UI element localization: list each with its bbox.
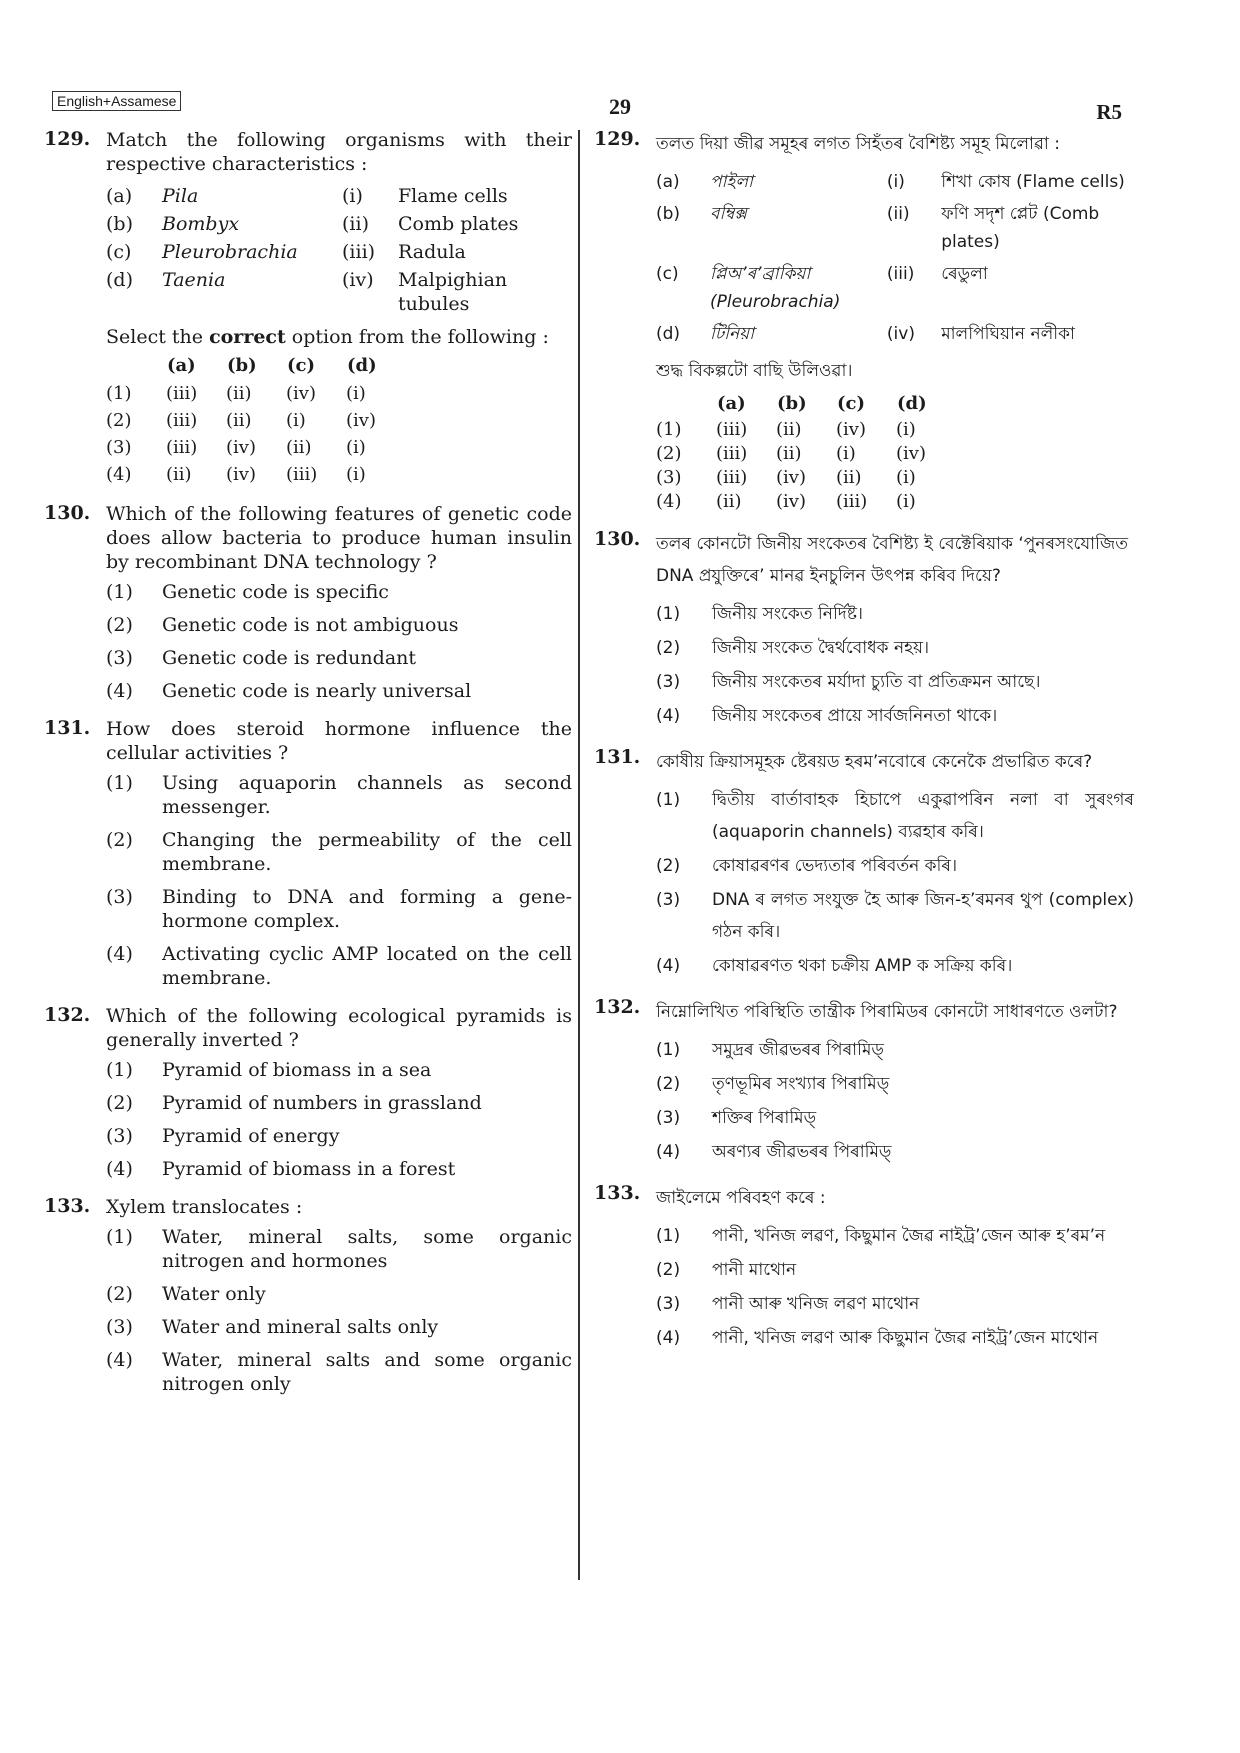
option-cell: (iv) — [896, 443, 926, 464]
match-row — [656, 258, 1134, 318]
option-number: (1) — [106, 383, 132, 404]
answer-option[interactable] — [106, 1157, 572, 1181]
question-text: কোষীয় ক্ৰিয়াসমূহক ষ্টেৰয়ড হৰম’নবোৰে কেনেকৈ প্ৰভাৱিত কৰে? — [656, 752, 1093, 772]
match-label: (i) — [886, 172, 905, 192]
match-label: (iii) — [886, 264, 915, 284]
match-label: (i) — [342, 185, 363, 207]
option-number: (3) — [656, 890, 681, 910]
option-cell: (i) — [896, 467, 916, 488]
organism: পাইলা — [710, 172, 753, 192]
option-cell: (i) — [896, 419, 916, 440]
answer-option[interactable] — [656, 1102, 1134, 1134]
question-132-as — [594, 996, 1134, 1168]
answer-option[interactable] — [656, 466, 956, 490]
answer-option[interactable] — [656, 1288, 1134, 1320]
option-number: (3) — [106, 1125, 133, 1147]
answer-option[interactable] — [106, 1348, 572, 1396]
option-text: Activating cyclic AMP located on the cell membrane. — [162, 943, 572, 989]
option-text: তৃণভূমিৰ সংখ্যাৰ পিৰামিড্ — [712, 1074, 890, 1094]
option-text: দ্বিতীয় বাৰ্তাবাহক হিচাপে একুৱাপৰিন নলা বা সুৰংগৰ (aquaporin channels) ব্যৱহাৰ কৰি। — [712, 790, 1134, 842]
option-text: সমুদ্ৰৰ জীৱভৰৰ পিৰামিড্ — [712, 1040, 884, 1060]
option-number: (2) — [656, 1260, 681, 1280]
option-cell: (ii) — [166, 464, 192, 485]
match-label: (iv) — [886, 324, 915, 344]
select-instruction: শুদ্ধ বিকল্পটো বাছি উলিওৱা। — [656, 361, 853, 381]
answer-option[interactable] — [656, 598, 1134, 630]
option-text: জিনীয় সংকেতৰ মৰ্যাদা চ্যুতি বা প্ৰতিক্ৰমন আছে। — [712, 672, 1041, 692]
answer-option[interactable] — [656, 1034, 1134, 1066]
option-text: Genetic code is not ambiguous — [162, 614, 459, 636]
characteristic: Flame cells — [398, 185, 508, 207]
question-130-as — [594, 528, 1134, 732]
characteristic: মালপিঘিয়ান নলীকা — [941, 324, 1075, 344]
answer-option[interactable] — [106, 461, 406, 488]
option-text: কোষাৱৰণত থকা চক্ৰীয় AMP ক সক্ৰিয় কৰি। — [712, 956, 1013, 976]
characteristic: Radula — [398, 241, 466, 263]
option-text: Water and mineral salts only — [162, 1316, 439, 1338]
column-header: (a) — [717, 393, 746, 414]
option-number: (4) — [656, 491, 682, 512]
question-number: 130. — [44, 502, 91, 524]
option-number: (1) — [656, 1226, 681, 1246]
option-number: (2) — [106, 410, 132, 431]
option-number: (4) — [656, 706, 681, 726]
match-row — [106, 238, 568, 266]
question-text: Which of the following ecological pyramids is generally inverted ? — [106, 1005, 572, 1051]
option-cell: (i) — [346, 383, 366, 404]
match-table — [106, 182, 568, 318]
option-cell: (iii) — [166, 410, 198, 431]
select-bold: correct — [209, 326, 286, 348]
option-number: (1) — [656, 790, 681, 810]
option-text: পানী, খনিজ লৱণ আৰু কিছুমান জৈৱ নাইট্ৰ’জেন মাথোন — [712, 1328, 1099, 1348]
option-text: Pyramid of energy — [162, 1125, 340, 1147]
question-number: 132. — [44, 1004, 91, 1026]
option-number: (2) — [106, 1092, 133, 1114]
option-number: (3) — [106, 647, 133, 669]
option-text: জিনীয় সংকেত দ্বৈৰ্থবোধক নহয়। — [712, 638, 930, 658]
option-cell: (iv) — [776, 467, 806, 488]
option-text: কোষাৱৰণৰ ভেদ্যতাৰ পৰিবৰ্তন কৰি। — [712, 856, 958, 876]
match-label: (ii) — [886, 204, 910, 224]
option-text: Changing the permeability of the cell membrane. — [162, 829, 572, 875]
option-number: (4) — [106, 1158, 133, 1180]
match-row — [656, 318, 1134, 350]
question-number: 129. — [44, 128, 91, 150]
question-number: 133. — [44, 1195, 91, 1217]
answer-option[interactable] — [106, 434, 406, 461]
answer-option[interactable] — [656, 700, 1134, 732]
answer-option[interactable] — [656, 442, 956, 466]
match-label: (c) — [656, 264, 679, 284]
answer-option[interactable] — [106, 380, 406, 407]
characteristic: Comb plates — [398, 213, 519, 235]
question-130-en — [44, 502, 572, 703]
option-text: পানী, খনিজ লৱণ, কিছুমান জৈৱ নাইট্ৰ’জেন আৰু হ’ৰম’ন — [712, 1226, 1106, 1246]
answer-option[interactable] — [106, 407, 406, 434]
option-number: (2) — [656, 1074, 681, 1094]
question-number: 132. — [594, 996, 641, 1018]
organism: Taenia — [162, 269, 226, 291]
option-text: শক্তিৰ পিৰামিড্ — [712, 1108, 817, 1128]
option-text: জিনীয় সংকেত নিৰ্দিষ্ট। — [712, 604, 864, 624]
option-text: পানী আৰু খনিজ লৱণ মাথোন — [712, 1294, 920, 1314]
option-number: (1) — [106, 772, 133, 794]
answer-option[interactable] — [656, 1220, 1134, 1252]
organism: প্লিঅ’ৰ’ব্ৰাকিয়া (Pleurobrachia) — [710, 264, 841, 312]
characteristic: ফণি সদৃশ প্লেট (Comb plates) — [941, 204, 1100, 252]
option-cell: (ii) — [776, 419, 802, 440]
answer-option[interactable] — [656, 884, 1134, 948]
question-133-as — [594, 1182, 1134, 1354]
option-number: (1) — [656, 1040, 681, 1060]
answer-option[interactable] — [656, 1068, 1134, 1100]
option-text: Pyramid of biomass in a forest — [162, 1158, 456, 1180]
question-129-en — [44, 128, 572, 488]
option-number: (3) — [106, 437, 132, 458]
answer-option[interactable] — [656, 784, 1134, 848]
column-header: (d) — [897, 393, 927, 414]
english-column — [44, 128, 572, 1410]
column-header: (c) — [287, 355, 315, 376]
option-cell: (iii) — [836, 491, 868, 512]
match-row — [656, 166, 1134, 198]
question-number: 129. — [594, 128, 641, 150]
option-cell: (iv) — [346, 410, 376, 431]
option-cell: (iii) — [716, 467, 748, 488]
answer-option[interactable] — [656, 950, 1134, 982]
answer-option[interactable] — [106, 885, 572, 933]
option-number: (3) — [656, 467, 682, 488]
option-text: Genetic code is nearly universal — [162, 680, 472, 702]
language-tag: English+Assamese — [52, 91, 181, 111]
question-text: নিম্নোলিখিত পৰিস্থিতি তান্ত্ৰীক পিৰামিডৰ কোনটো সাধাৰণতে ওলটা? — [656, 1002, 1118, 1022]
answer-option[interactable] — [656, 1254, 1134, 1286]
match-label: (ii) — [342, 213, 369, 235]
option-number: (2) — [106, 829, 133, 851]
option-number: (3) — [656, 1108, 681, 1128]
option-number: (1) — [656, 604, 681, 624]
option-text: Water, mineral salts, some organic nitrogen and hormones — [162, 1226, 572, 1272]
match-label: (iii) — [342, 241, 376, 263]
answer-option[interactable] — [656, 666, 1134, 698]
answer-option[interactable] — [656, 418, 956, 442]
answer-option[interactable] — [106, 1282, 572, 1306]
answer-option[interactable] — [106, 771, 572, 819]
select-post: option from the following : — [285, 326, 549, 348]
option-number: (2) — [656, 856, 681, 876]
option-number: (3) — [656, 672, 681, 692]
option-text: পানী মাথোন — [712, 1260, 797, 1280]
option-number: (4) — [656, 956, 681, 976]
option-number: (4) — [656, 1328, 681, 1348]
option-text: Genetic code is redundant — [162, 647, 417, 669]
column-header: (c) — [837, 393, 865, 414]
answer-option[interactable] — [106, 580, 572, 604]
option-number: (3) — [656, 1294, 681, 1314]
organism: টিনিয়া — [710, 324, 755, 344]
column-header: (b) — [227, 355, 257, 376]
question-text: জাইলেমে পৰিবহণ কৰে : — [656, 1188, 826, 1208]
option-cell: (iii) — [716, 419, 748, 440]
match-label: (a) — [106, 185, 133, 207]
organism: বম্বিক্স — [710, 204, 747, 224]
match-row — [656, 198, 1134, 258]
option-cell: (i) — [286, 410, 306, 431]
option-text: জিনীয় সংকেতৰ প্ৰায়ে সাৰ্বজনিনতা থাকে। — [712, 706, 998, 726]
option-text: অৰণ্যৰ জীৱভৰৰ পিৰামিড্ — [712, 1142, 892, 1162]
organism: Pleurobrachia — [162, 241, 298, 263]
answer-option[interactable] — [106, 1058, 572, 1082]
option-cell: (iii) — [166, 437, 198, 458]
match-label: (d) — [656, 324, 681, 344]
option-cell: (i) — [346, 437, 366, 458]
option-cell: (iv) — [836, 419, 866, 440]
answer-option[interactable] — [656, 632, 1134, 664]
question-129-as — [594, 128, 1134, 514]
question-number: 133. — [594, 1182, 641, 1204]
match-row — [106, 210, 568, 238]
characteristic: Malpighian tubules — [398, 269, 508, 315]
option-cell: (iii) — [166, 383, 198, 404]
option-text: Water, mineral salts and some organic nitrogen only — [162, 1349, 572, 1395]
match-label: (a) — [656, 172, 680, 192]
assamese-column — [594, 128, 1134, 1368]
answer-option[interactable] — [106, 942, 572, 990]
column-header: (d) — [347, 355, 377, 376]
question-number: 131. — [44, 717, 91, 739]
answer-option[interactable] — [656, 850, 1134, 882]
match-label: (c) — [106, 241, 132, 263]
column-header: (a) — [167, 355, 196, 376]
answer-option[interactable] — [106, 1091, 572, 1115]
select-pre: Select the — [106, 326, 210, 348]
question-text: Xylem translocates : — [106, 1196, 303, 1218]
characteristic: ৰেডুলা — [941, 264, 988, 284]
characteristic: শিখা কোষ (Flame cells) — [941, 172, 1125, 192]
option-text: Water only — [162, 1283, 266, 1305]
organism: Pila — [162, 185, 199, 207]
match-label: (d) — [106, 269, 133, 291]
question-text: তলত দিয়া জীৱ সমূহৰ লগত সিহঁতৰ বৈশিষ্ট্য সমূহ মিলোৱা : — [656, 134, 1060, 154]
answer-option[interactable] — [106, 828, 572, 876]
answer-options-table — [656, 392, 956, 514]
column-divider — [578, 130, 580, 1580]
answer-option[interactable] — [106, 613, 572, 637]
option-cell: (iii) — [716, 443, 748, 464]
question-text: Which of the following features of genetic code does allow bacteria to produce human insulin by recombinant DNA technology ? — [106, 503, 572, 573]
question-132-en — [44, 1004, 572, 1181]
option-number: (2) — [106, 1283, 133, 1305]
option-cell: (iii) — [286, 464, 318, 485]
option-cell: (ii) — [226, 383, 252, 404]
option-text: Genetic code is specific — [162, 581, 389, 603]
answer-options-table — [106, 354, 406, 488]
question-131-en — [44, 717, 572, 990]
answer-option[interactable] — [656, 1136, 1134, 1168]
option-number: (2) — [656, 443, 682, 464]
option-text: Pyramid of biomass in a sea — [162, 1059, 432, 1081]
organism: Bombyx — [162, 213, 240, 235]
option-number: (1) — [656, 419, 682, 440]
answer-option[interactable] — [656, 490, 956, 514]
option-number: (3) — [106, 1316, 133, 1338]
option-cell: (ii) — [286, 437, 312, 458]
answer-option[interactable] — [106, 1315, 572, 1339]
option-number: (4) — [656, 1142, 681, 1162]
option-cell: (i) — [346, 464, 366, 485]
question-text: তলৰ কোনটো জিনীয় সংকেতৰ বৈশিষ্ট্য ই বেক্টেৰিয়াক ‘পুনৰসংযোজিত DNA প্ৰযুক্তিৰে’ মানৱ ইনচুলিন উৎপন্ন কৰিব দিয়ে? — [656, 534, 1128, 586]
match-table — [656, 166, 1134, 350]
option-text: Binding to DNA and forming a gene-hormone complex. — [162, 886, 572, 932]
question-131-as — [594, 746, 1134, 982]
match-row — [106, 182, 568, 210]
match-row — [106, 266, 568, 318]
question-133-en — [44, 1195, 572, 1396]
option-number: (4) — [106, 1349, 133, 1371]
option-cell: (iv) — [286, 383, 316, 404]
option-cell: (i) — [836, 443, 856, 464]
option-cell: (iv) — [226, 437, 256, 458]
option-cell: (iv) — [776, 491, 806, 512]
option-number: (1) — [106, 1226, 133, 1248]
answer-option[interactable] — [656, 1322, 1134, 1354]
series-code: R5 — [1096, 100, 1122, 124]
option-number: (2) — [106, 614, 133, 636]
question-number: 130. — [594, 528, 641, 550]
question-number: 131. — [594, 746, 641, 768]
option-number: (1) — [106, 581, 133, 603]
option-number: (2) — [656, 638, 681, 658]
option-number: (4) — [106, 943, 133, 965]
column-header: (b) — [777, 393, 807, 414]
option-cell: (ii) — [836, 467, 862, 488]
option-cell: (ii) — [716, 491, 742, 512]
option-text: Using aquaporin channels as second messenger. — [162, 772, 572, 818]
option-cell: (ii) — [226, 410, 252, 431]
option-text: DNA ৰ লগত সংযুক্ত হৈ আৰু জিন-হ’ৰমনৰ থুপ (complex) গঠন কৰি। — [712, 890, 1134, 942]
match-label: (b) — [106, 213, 133, 235]
option-cell: (i) — [896, 491, 916, 512]
page-number: 29 — [609, 94, 631, 119]
answer-option[interactable] — [106, 1124, 572, 1148]
option-number: (4) — [106, 464, 132, 485]
option-text: Pyramid of numbers in grassland — [162, 1092, 482, 1114]
answer-option[interactable] — [106, 646, 572, 670]
option-cell: (iv) — [226, 464, 256, 485]
answer-option[interactable] — [106, 1225, 572, 1273]
option-number: (3) — [106, 886, 133, 908]
option-cell: (ii) — [776, 443, 802, 464]
question-text: How does steroid hormone influence the cellular activities ? — [106, 718, 572, 764]
option-number: (4) — [106, 680, 133, 702]
option-number: (1) — [106, 1059, 133, 1081]
match-label: (iv) — [342, 269, 374, 291]
answer-option[interactable] — [106, 679, 572, 703]
match-label: (b) — [656, 204, 681, 224]
select-instruction — [106, 326, 572, 348]
question-text: Match the following organisms with their respective characteristics : — [106, 129, 572, 175]
